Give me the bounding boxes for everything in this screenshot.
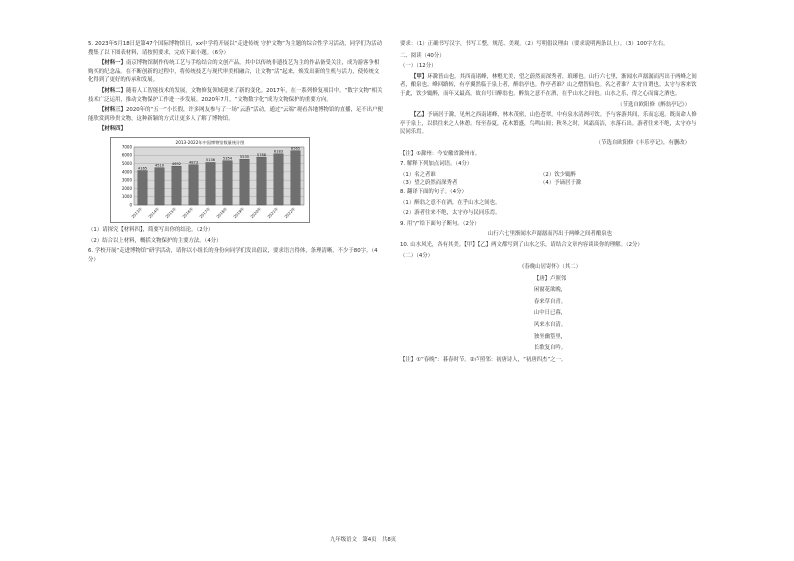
- data-label: 4692: [171, 161, 182, 166]
- chart-title: 2013-2022年中国博物馆数量统计图: [175, 139, 245, 145]
- category-label: 2018年: [215, 206, 229, 220]
- y-tick-label: 0: [129, 202, 132, 208]
- material-4-tag: 【材料四】: [99, 126, 126, 133]
- category-label: 2022年: [283, 206, 297, 220]
- right-column: [400, 40, 700, 366]
- category-label: 2020年: [249, 206, 263, 220]
- q5-intro: 5. 2023年5月18日是第47个国际博物馆日，xx中学将开展以“走进传统 守护文物”为主题的综合性学习活动，同学们为活动搜集了以下图表材料，请按照要求，完成下面小题。（6分）: [88, 41, 382, 56]
- category-label: 2017年: [198, 206, 212, 220]
- question-7: 7. 解释下列加点词语。（4分）: [400, 161, 473, 168]
- passage-yi: [400, 111, 700, 137]
- data-label: 5788: [256, 152, 267, 157]
- bar: [189, 165, 198, 205]
- q7-row-2: [400, 179, 700, 188]
- material-3-tag: 【材料三】: [99, 107, 126, 114]
- poem-note: 【注】①“春晚”：暮春时节。②卢照邻：初唐诗人，“初唐四杰”之一。: [400, 356, 567, 363]
- poem-line-5: 独坐幽篁里，: [533, 333, 567, 340]
- question-10: 10. 山水风光，各有其美。【甲】【乙】两文都写到了山水之乐，请结合文章内容谈谈你的理解。（2分）: [400, 241, 643, 248]
- material-2-tag: 【材料二】: [99, 87, 126, 94]
- q7-item-a: （1）名之者谁: [400, 171, 436, 178]
- question-9: 9. 用“/”给下面句子断句。（2分）: [400, 220, 480, 227]
- category-label: 2014年: [147, 206, 161, 220]
- poem-line-6: 长歌复自吟。: [533, 345, 567, 352]
- q7-item-d: （4）予谪居于滁: [540, 180, 582, 187]
- data-label: 6183: [273, 149, 284, 154]
- passage-yi-source: （节选自欧阳修《丰乐亭记》，有删改）: [595, 139, 690, 146]
- poem-line-3: 山中日已暮，: [533, 310, 567, 317]
- data-label: 6565: [290, 146, 301, 151]
- y-tick-label: 2000: [121, 185, 132, 191]
- data-label: 4165: [137, 166, 148, 171]
- category-label: 2021年: [266, 206, 280, 220]
- poem-title: 《春晚山居寄怀》（其二）: [519, 264, 581, 271]
- category-label: 2016年: [181, 206, 195, 220]
- passage-jia-tag: 【甲】: [411, 73, 428, 80]
- passage-jia: [400, 73, 700, 99]
- y-tick-label: 3000: [121, 177, 132, 183]
- y-tick-label: 1000: [121, 194, 132, 200]
- category-label: 2013年: [130, 206, 144, 220]
- material-3: [88, 106, 384, 123]
- material-3-text: 2020年的“五一”小长假，许多网友参与了一场“云游”活动，通过“云端”观看各地博物馆的直播，足不出户便能欣赏到珍贵文物，这种新颖的方式让更多人了解了博物馆。: [88, 107, 383, 122]
- y-tick-label: 6000: [121, 152, 132, 158]
- subsection-1-heading: （一）（12分）: [400, 63, 437, 70]
- material-2: [88, 87, 384, 104]
- bar: [257, 157, 266, 205]
- q8-item-a: （1）醉翁之意不在酒，在乎山水之间也。: [400, 199, 501, 206]
- passage-jia-text: 环滁皆山也。其西南诸峰，林壑尤美，望之蔚然而深秀者，琅琊也。山行六七里，渐闻水声潺潺而泻出于两峰之间者，酿泉也。峰回路转，有亭翼然临于泉上者，醉翁亭也。作亭者谁？山之僧智仙也。名之者谁？太守自谓也。太守与客来饮于此，饮少辄醉，而年又最高，故自号曰醉翁也。醉翁之意不在酒，在乎山水之间也。山水之乐，得之心而寓之酒也。: [400, 73, 697, 97]
- y-tick-label: 5000: [121, 160, 132, 166]
- museum-bar-chart: [110, 137, 310, 223]
- category-label: 2015年: [164, 206, 178, 220]
- bar: [240, 159, 249, 205]
- y-tick-label: 4000: [121, 169, 132, 175]
- question-1: （1）请探究【材料四】，简要写出你的结论。（2分）: [88, 226, 214, 233]
- question-2: （2）结合以上材料，概括文物保护的主要方法。（4分）: [88, 237, 222, 244]
- requirements: 要求：（1）正确书写汉字，书写工整，规范、美观。（2）写明倡议理由（要求说明两条以上）。（3）100字左右。: [400, 41, 669, 47]
- poem-author: 【唐】卢照邻: [533, 275, 567, 282]
- data-label: 5354: [222, 156, 233, 161]
- question-6: 6. 学校开展“走进博物馆”研学活动，请你以小组长的身份向同学们发出倡议，要求语言得体，条理清晰，不少于80字。（4分）: [88, 248, 378, 263]
- material-2-text: 随着人工智能技术的发展，文物修复领域迎来了新的变化。2017年，在一系列修复项目中，“数字文物”相关技术广泛运用，推动文物保护工作进一步发展。2020年7月，“文物数字化”成为文物保护的重要方向。: [88, 87, 383, 103]
- bar: [223, 161, 232, 205]
- poem: [400, 263, 700, 353]
- material-1-text: 南京博物馆制作传统工艺与手绘结合的文创产品，其中以传统非遗技艺为主的作品备受关注，成为游客争相购买的纪念品。在不断创新的过程中，将传统技艺与现代审美相融合，让文物“活”起来，焕发出新的生机与活力，使传统文化得到了更好的传承和发展。: [88, 60, 380, 84]
- passage-jia-source: （节选自欧阳修《醉翁亭记》）: [617, 101, 690, 108]
- data-label: 4873: [188, 160, 199, 165]
- poem-line-1: 闲窗花欲晚，: [533, 287, 567, 294]
- bar: [274, 154, 283, 205]
- data-label: 5136: [205, 158, 216, 163]
- passage-yi-text: 予谪居于滁，见州之西南诸峰，林木茂密，山色苍翠，中有泉水清冽可饮。予与客游其间，乐而忘返。既而命人修亭于泉上，以供往来之人休憩。每至春夏，花木繁盛，鸟鸣山间；秋冬之时，风霜高洁，水落石出。游者往来不绝，太守亦与民同乐焉。: [400, 112, 697, 136]
- subsection-2-heading: （二）（4分）: [400, 253, 434, 260]
- material-1: [88, 59, 384, 85]
- material-1-tag: 【材料一】: [99, 60, 126, 67]
- poem-line-4: 风来水自清。: [533, 322, 567, 329]
- q7-item-c: （3）望之蔚然而深秀者: [400, 180, 458, 187]
- category-label: 2019年: [232, 206, 246, 220]
- bar: [138, 170, 147, 205]
- section-2-heading: 二、阅读（40分）: [400, 52, 445, 59]
- poem-line-2: 春来草自青。: [533, 298, 567, 305]
- q7-item-b: （2）饮少辄醉: [540, 171, 576, 178]
- bar: [206, 162, 215, 205]
- q9-sentence: 山行六七里渐闻水声潺潺而泻出于两峰之间者酿泉也: [488, 231, 612, 238]
- question-8: 8. 翻译下面的句子。（4分）: [400, 188, 467, 195]
- y-tick-label: 7000: [121, 144, 132, 150]
- q8-item-b: （2）游者往来不绝，太守亦与民同乐焉。: [400, 210, 501, 217]
- chart-svg: [110, 137, 310, 223]
- data-label: 5535: [239, 154, 250, 159]
- bar: [155, 168, 164, 205]
- q7-row-1: [400, 171, 700, 180]
- annotation: 【注】①滁州：今安徽省滁州市。: [400, 150, 481, 157]
- passage-yi-tag: 【乙】: [411, 112, 428, 119]
- bar: [172, 166, 181, 205]
- left-column: [88, 40, 384, 266]
- bar: [291, 151, 300, 205]
- page-footer: 九年级语文 第4页 共8页: [330, 537, 397, 543]
- data-label: 4510: [154, 163, 165, 168]
